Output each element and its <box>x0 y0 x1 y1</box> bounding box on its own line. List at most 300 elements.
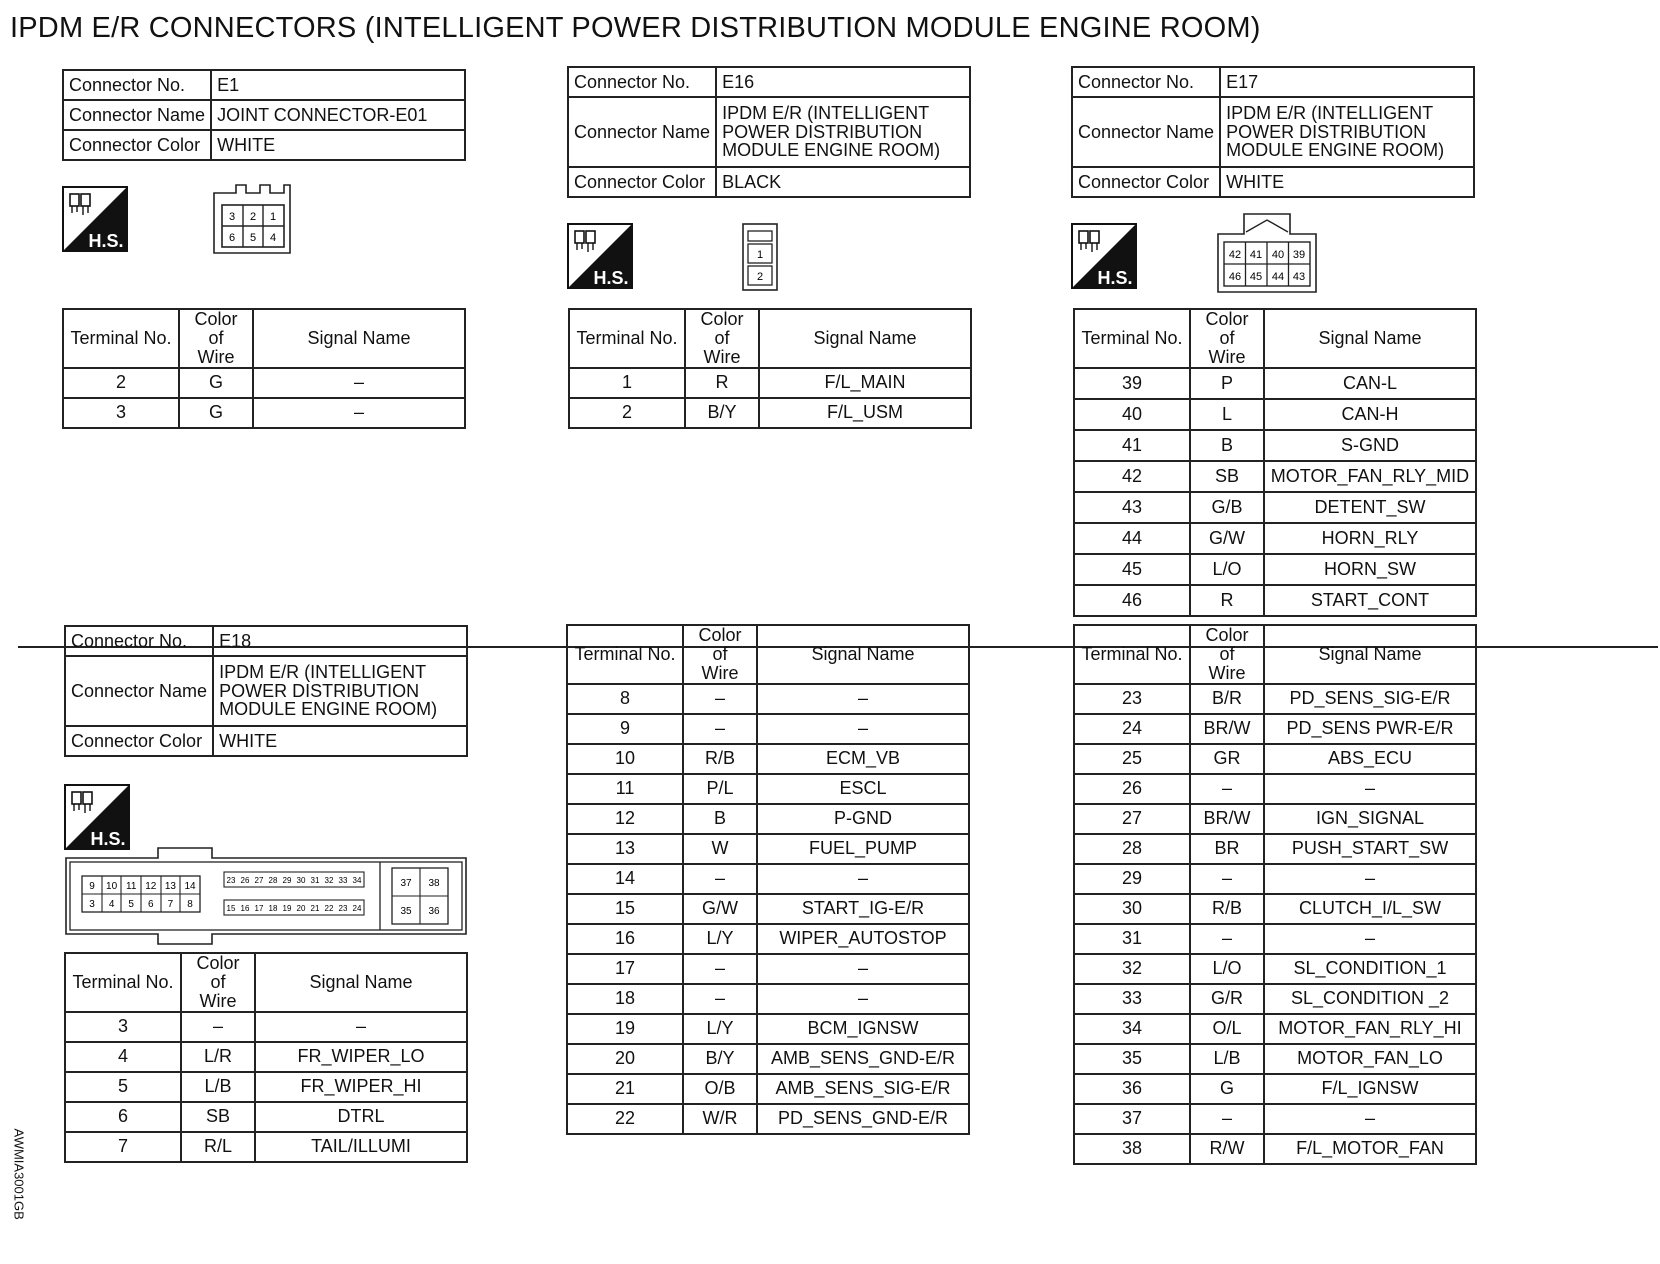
hs-label: H.S. <box>1097 268 1133 288</box>
terminal-no-cell: 37 <box>1074 1104 1190 1134</box>
table-row <box>1074 492 1476 523</box>
e1-terminal-table <box>62 308 466 429</box>
e18-pin: 11 <box>126 881 137 892</box>
hs-label: H.S. <box>88 231 124 251</box>
table-row <box>1074 368 1476 399</box>
terminal-no-cell: 2 <box>63 368 179 398</box>
signal-name-cell: – <box>1264 864 1476 894</box>
wire-color-cell: G <box>179 368 253 398</box>
e18-pin: 12 <box>145 881 157 892</box>
e17-connector-color: WHITE <box>1220 167 1474 197</box>
e18-pin: 31 <box>310 876 320 885</box>
table-row <box>1074 684 1476 714</box>
terminal-no-cell: 20 <box>567 1044 683 1074</box>
signal-name-cell: – <box>757 714 969 744</box>
table-row <box>567 864 969 894</box>
harness-side-icon <box>567 223 633 289</box>
terminal-no-cell: 44 <box>1074 523 1190 554</box>
terminal-no-cell: 42 <box>1074 461 1190 492</box>
e17-terminal-table <box>1073 308 1477 617</box>
wire-color-header: Color of Wire <box>196 953 240 1011</box>
table-row <box>65 1072 467 1102</box>
wire-color-cell: SB <box>1190 461 1264 492</box>
signal-name-header: Signal Name <box>1264 625 1476 684</box>
wire-color-cell: R/B <box>1190 894 1264 924</box>
e18-pin: 14 <box>184 881 196 892</box>
connector-name-label: Connector Name <box>63 100 211 130</box>
table-row <box>1074 864 1476 894</box>
table-row <box>567 894 969 924</box>
e17-pin: 44 <box>1271 271 1285 283</box>
terminal-no-cell: 36 <box>1074 1074 1190 1104</box>
terminal-no-cell: 15 <box>567 894 683 924</box>
e18-pin: 36 <box>428 906 440 917</box>
table-row <box>1074 984 1476 1014</box>
e18-pin: 7 <box>167 899 174 910</box>
signal-name-cell: BCM_IGNSW <box>757 1014 969 1044</box>
signal-name-header: Signal Name <box>255 953 467 1012</box>
wire-color-cell: BR/W <box>1190 714 1264 744</box>
wire-color-cell: G <box>179 398 253 428</box>
terminal-no-cell: 27 <box>1074 804 1190 834</box>
signal-name-cell: MOTOR_FAN_RLY_HI <box>1264 1014 1476 1044</box>
wire-color-cell: W <box>683 834 757 864</box>
signal-name-cell: CAN-L <box>1264 368 1476 399</box>
table-row <box>569 368 971 398</box>
e18-pin: 28 <box>268 876 278 885</box>
signal-name-cell: – <box>1264 774 1476 804</box>
signal-name-cell: – <box>253 398 465 428</box>
table-row <box>567 1074 969 1104</box>
e16-pin: 2 <box>756 271 764 283</box>
e16-connector-name: IPDM E/R (INTELLIGENT POWER DISTRIBUTION MODULE ENGINE ROOM) <box>722 102 941 161</box>
wire-color-header: Color of Wire <box>698 625 742 683</box>
terminal-no-header: Terminal No. <box>569 309 685 368</box>
e17-pin: 41 <box>1249 249 1263 261</box>
signal-name-cell: F/L_MAIN <box>759 368 971 398</box>
e18-connector-color: WHITE <box>213 726 467 756</box>
table-row <box>1074 585 1476 616</box>
signal-name-cell: FUEL_PUMP <box>757 834 969 864</box>
terminal-no-cell: 1 <box>569 368 685 398</box>
table-row <box>1074 554 1476 585</box>
hs-label: H.S. <box>593 268 629 288</box>
wire-color-cell: G/W <box>683 894 757 924</box>
e16-terminal-table <box>568 308 972 429</box>
harness-side-icon <box>62 186 128 252</box>
terminal-no-cell: 40 <box>1074 399 1190 430</box>
e18-pin: 34 <box>352 876 362 885</box>
e18-left-block <box>82 876 200 912</box>
wire-color-cell: W/R <box>683 1104 757 1134</box>
terminal-no-cell: 35 <box>1074 1044 1190 1074</box>
e18-pin: 19 <box>282 904 292 913</box>
table-row <box>567 954 969 984</box>
table-row <box>63 398 465 428</box>
wire-color-cell: G/W <box>1190 523 1264 554</box>
connector-color-label: Connector Color <box>568 167 716 197</box>
signal-name-cell: WIPER_AUTOSTOP <box>757 924 969 954</box>
e17-info-table <box>1071 66 1475 198</box>
signal-name-cell: FR_WIPER_LO <box>255 1042 467 1072</box>
hs-label: H.S. <box>90 829 126 849</box>
terminal-no-header: Terminal No. <box>1074 625 1190 684</box>
signal-name-cell: AMB_SENS_SIG-E/R <box>757 1074 969 1104</box>
signal-name-cell: START_IG-E/R <box>757 894 969 924</box>
e18-pin: 20 <box>296 904 306 913</box>
wire-color-header: Color of Wire <box>700 309 744 367</box>
wire-color-cell: B <box>683 804 757 834</box>
terminal-no-cell: 3 <box>63 398 179 428</box>
wire-color-cell: – <box>683 864 757 894</box>
e1-rows <box>63 368 465 428</box>
table-row <box>1074 954 1476 984</box>
e1-pin: 6 <box>228 232 236 244</box>
table-row <box>63 368 465 398</box>
terminal-no-cell: 4 <box>65 1042 181 1072</box>
wire-color-cell: L/B <box>1190 1044 1264 1074</box>
wire-color-cell: B/R <box>1190 684 1264 714</box>
e16-pin: 1 <box>756 249 764 261</box>
wire-color-cell: – <box>683 984 757 1014</box>
wire-color-cell: B/Y <box>685 398 759 428</box>
terminal-no-cell: 29 <box>1074 864 1190 894</box>
signal-name-cell: ESCL <box>757 774 969 804</box>
signal-name-cell: – <box>253 368 465 398</box>
wire-color-cell: G <box>1190 1074 1264 1104</box>
table-row <box>1074 1044 1476 1074</box>
e17-rows <box>1074 368 1476 616</box>
signal-name-cell: AMB_SENS_GND-E/R <box>757 1044 969 1074</box>
table-row <box>1074 430 1476 461</box>
connector-no-label: Connector No. <box>568 67 716 97</box>
terminal-no-header: Terminal No. <box>65 953 181 1012</box>
table-row <box>1074 834 1476 864</box>
table-row <box>567 684 969 714</box>
e17-pin: 40 <box>1271 249 1285 261</box>
terminal-no-cell: 21 <box>567 1074 683 1104</box>
terminal-no-cell: 23 <box>1074 684 1190 714</box>
connector-color-label: Connector Color <box>63 130 211 160</box>
wire-color-cell: P <box>1190 368 1264 399</box>
signal-name-cell: – <box>1264 924 1476 954</box>
wire-color-cell: BR <box>1190 834 1264 864</box>
e17-pin: 45 <box>1249 271 1263 283</box>
signal-name-cell: DTRL <box>255 1102 467 1132</box>
wire-color-cell: L/O <box>1190 954 1264 984</box>
wire-color-cell: – <box>1190 864 1264 894</box>
terminal-no-cell: 18 <box>567 984 683 1014</box>
e16-connector-no: E16 <box>716 67 970 97</box>
terminal-no-cell: 13 <box>567 834 683 864</box>
terminal-no-cell: 45 <box>1074 554 1190 585</box>
terminal-no-cell: 16 <box>567 924 683 954</box>
signal-name-cell: – <box>757 864 969 894</box>
wire-color-cell: R/L <box>181 1132 255 1162</box>
signal-name-cell: F/L_USM <box>759 398 971 428</box>
e18-pin: 23 <box>338 904 348 913</box>
terminal-no-cell: 30 <box>1074 894 1190 924</box>
e18-pin: 10 <box>106 881 118 892</box>
terminal-no-header: Terminal No. <box>63 309 179 368</box>
terminal-no-cell: 14 <box>567 864 683 894</box>
wire-color-cell: SB <box>181 1102 255 1132</box>
terminal-no-header: Terminal No. <box>1074 309 1190 368</box>
table-row <box>1074 804 1476 834</box>
terminal-no-cell: 34 <box>1074 1014 1190 1044</box>
e18-rows-c <box>1074 684 1476 1164</box>
signal-name-cell: P-GND <box>757 804 969 834</box>
e18-pin: 4 <box>108 899 115 910</box>
e1-connector-no: E1 <box>211 70 465 100</box>
terminal-no-cell: 12 <box>567 804 683 834</box>
e18-pin: 32 <box>324 876 334 885</box>
e18-connector-no: E18 <box>213 626 467 656</box>
table-row <box>567 714 969 744</box>
signal-name-cell: PD_SENS PWR-E/R <box>1264 714 1476 744</box>
e18-info-table <box>64 625 468 757</box>
wire-color-cell: L <box>1190 399 1264 430</box>
e18-pin: 23 <box>226 876 236 885</box>
wire-color-cell: L/B <box>181 1072 255 1102</box>
signal-name-cell: HORN_SW <box>1264 554 1476 585</box>
table-row <box>1074 1134 1476 1164</box>
e18-pin: 21 <box>310 904 320 913</box>
e16-rows <box>569 368 971 428</box>
signal-name-cell: – <box>757 984 969 1014</box>
terminal-no-cell: 43 <box>1074 492 1190 523</box>
e18-pin: 35 <box>400 906 412 917</box>
e17-pin: 39 <box>1292 249 1306 261</box>
e18-pin: 5 <box>128 899 134 910</box>
signal-name-header: Signal Name <box>757 625 969 684</box>
e18-pin: 24 <box>352 904 362 913</box>
e1-pin: 4 <box>269 232 277 244</box>
connector-color-label: Connector Color <box>1072 167 1220 197</box>
table-row <box>1074 1014 1476 1044</box>
table-row <box>1074 461 1476 492</box>
harness-side-icon <box>1071 223 1137 289</box>
wire-color-cell: R/W <box>1190 1134 1264 1164</box>
connector-no-label: Connector No. <box>1072 67 1220 97</box>
e1-connector-face <box>212 183 294 257</box>
e18-pin: 33 <box>338 876 348 885</box>
wire-color-cell: L/Y <box>683 1014 757 1044</box>
e16-connector-color: BLACK <box>716 167 970 197</box>
e18-pin: 27 <box>254 876 264 885</box>
harness-side-icon <box>64 784 130 850</box>
terminal-no-cell: 24 <box>1074 714 1190 744</box>
e17-pin: 43 <box>1292 271 1306 283</box>
e18-pin: 15 <box>226 904 236 913</box>
terminal-no-cell: 32 <box>1074 954 1190 984</box>
wire-color-cell: – <box>1190 924 1264 954</box>
e1-info-table <box>62 69 466 161</box>
e18-rows-a <box>65 1012 467 1162</box>
wire-color-cell: P/L <box>683 774 757 804</box>
wire-color-header: Color of Wire <box>1205 309 1249 367</box>
e18-pin: 13 <box>164 881 176 892</box>
terminal-no-cell: 41 <box>1074 430 1190 461</box>
terminal-no-cell: 2 <box>569 398 685 428</box>
table-row <box>567 1044 969 1074</box>
table-row <box>567 804 969 834</box>
signal-name-cell: ECM_VB <box>757 744 969 774</box>
table-row <box>65 1102 467 1132</box>
table-row <box>1074 523 1476 554</box>
wire-color-header: Color of Wire <box>1205 625 1249 683</box>
e16-connector-face <box>741 222 779 292</box>
terminal-no-cell: 11 <box>567 774 683 804</box>
table-row <box>1074 894 1476 924</box>
table-row <box>1074 774 1476 804</box>
signal-name-header: Signal Name <box>759 309 971 368</box>
table-row <box>567 1014 969 1044</box>
terminal-no-cell: 31 <box>1074 924 1190 954</box>
signal-name-cell: PUSH_START_SW <box>1264 834 1476 864</box>
signal-name-cell: – <box>1264 1104 1476 1134</box>
signal-name-header: Signal Name <box>253 309 465 368</box>
connector-no-label: Connector No. <box>63 70 211 100</box>
table-row <box>1074 1074 1476 1104</box>
wire-color-cell: R <box>1190 585 1264 616</box>
table-row <box>567 774 969 804</box>
terminal-no-cell: 5 <box>65 1072 181 1102</box>
signal-name-cell: PD_SENS_SIG-E/R <box>1264 684 1476 714</box>
signal-name-cell: F/L_MOTOR_FAN <box>1264 1134 1476 1164</box>
terminal-no-cell: 3 <box>65 1012 181 1042</box>
table-row <box>65 1042 467 1072</box>
signal-name-cell: – <box>757 954 969 984</box>
signal-name-cell: PD_SENS_GND-E/R <box>757 1104 969 1134</box>
terminal-no-cell: 8 <box>567 684 683 714</box>
wire-color-cell: – <box>1190 1104 1264 1134</box>
e18-pin: 29 <box>282 876 292 885</box>
e1-pin: 5 <box>249 232 257 244</box>
e18-terminal-table-b <box>566 624 970 1135</box>
table-row <box>569 398 971 428</box>
wire-color-cell: – <box>683 714 757 744</box>
signal-name-cell: TAIL/ILLUMI <box>255 1132 467 1162</box>
e18-terminal-table-c <box>1073 624 1477 1165</box>
signal-name-cell: – <box>757 684 969 714</box>
terminal-no-cell: 38 <box>1074 1134 1190 1164</box>
connector-name-label: Connector Name <box>568 97 716 167</box>
e18-pin: 8 <box>187 899 193 910</box>
e18-terminal-table-a <box>64 952 468 1163</box>
table-row <box>1074 399 1476 430</box>
e17-pin: 46 <box>1228 271 1242 283</box>
table-row <box>567 1104 969 1134</box>
terminal-no-cell: 33 <box>1074 984 1190 1014</box>
wire-color-cell: R/B <box>683 744 757 774</box>
e18-pin: 17 <box>254 904 264 913</box>
e18-pin: 6 <box>148 899 154 910</box>
e18-pin: 9 <box>89 881 95 892</box>
signal-name-cell: ABS_ECU <box>1264 744 1476 774</box>
table-row <box>1074 924 1476 954</box>
signal-name-cell: START_CONT <box>1264 585 1476 616</box>
page-title: IPDM E/R CONNECTORS (INTELLIGENT POWER DISTRIBUTION MODULE ENGINE ROOM) <box>10 12 1261 44</box>
wire-color-cell: – <box>1190 774 1264 804</box>
terminal-no-cell: 26 <box>1074 774 1190 804</box>
e18-pin: 37 <box>400 878 412 889</box>
e18-pin: 30 <box>296 876 306 885</box>
table-row <box>567 984 969 1014</box>
e16-info-table <box>567 66 971 198</box>
e1-pin: 1 <box>269 211 277 223</box>
e18-pin: 18 <box>268 904 278 913</box>
e18-connector-name: IPDM E/R (INTELLIGENT POWER DISTRIBUTION MODULE ENGINE ROOM) <box>219 661 438 720</box>
terminal-no-cell: 9 <box>567 714 683 744</box>
signal-name-header: Signal Name <box>1264 309 1476 368</box>
document-id: AWMIA3001GB <box>11 1128 27 1220</box>
table-row <box>65 1012 467 1042</box>
e1-pin: 3 <box>228 211 236 223</box>
e17-pin: 42 <box>1228 249 1242 261</box>
signal-name-cell: HORN_RLY <box>1264 523 1476 554</box>
e1-connector-name: JOINT CONNECTOR-E01 <box>211 100 465 130</box>
terminal-no-cell: 17 <box>567 954 683 984</box>
e18-pin: 16 <box>240 904 250 913</box>
signal-name-cell: MOTOR_FAN_LO <box>1264 1044 1476 1074</box>
signal-name-cell: S-GND <box>1264 430 1476 461</box>
e18-pin: 3 <box>89 899 95 910</box>
signal-name-cell: CAN-H <box>1264 399 1476 430</box>
signal-name-cell: DETENT_SW <box>1264 492 1476 523</box>
wire-color-cell: – <box>683 684 757 714</box>
terminal-no-cell: 10 <box>567 744 683 774</box>
e18-pin: 22 <box>324 904 334 913</box>
wire-color-cell: L/R <box>181 1042 255 1072</box>
wire-color-cell: O/L <box>1190 1014 1264 1044</box>
wire-color-cell: GR <box>1190 744 1264 774</box>
e18-connector-face <box>64 846 468 948</box>
terminal-no-cell: 6 <box>65 1102 181 1132</box>
table-row <box>1074 714 1476 744</box>
signal-name-cell: IGN_SIGNAL <box>1264 804 1476 834</box>
wire-color-cell: B <box>1190 430 1264 461</box>
wire-color-cell: BR/W <box>1190 804 1264 834</box>
terminal-no-header: Terminal No. <box>567 625 683 684</box>
table-row <box>1074 1104 1476 1134</box>
signal-name-cell: – <box>255 1012 467 1042</box>
e18-pin: 38 <box>428 878 440 889</box>
terminal-no-cell: 22 <box>567 1104 683 1134</box>
signal-name-cell: SL_CONDITION_1 <box>1264 954 1476 984</box>
wire-color-cell: R <box>685 368 759 398</box>
signal-name-cell: CLUTCH_I/L_SW <box>1264 894 1476 924</box>
e17-connector-name: IPDM E/R (INTELLIGENT POWER DISTRIBUTION MODULE ENGINE ROOM) <box>1226 102 1445 161</box>
wire-color-cell: G/B <box>1190 492 1264 523</box>
table-row <box>567 744 969 774</box>
table-row <box>65 1132 467 1162</box>
connector-no-label: Connector No. <box>65 626 213 656</box>
signal-name-cell: MOTOR_FAN_RLY_MID <box>1264 461 1476 492</box>
terminal-no-cell: 28 <box>1074 834 1190 864</box>
wire-color-cell: B/Y <box>683 1044 757 1074</box>
wire-color-cell: L/O <box>1190 554 1264 585</box>
terminal-no-cell: 25 <box>1074 744 1190 774</box>
e1-connector-color: WHITE <box>211 130 465 160</box>
e17-connector-face <box>1216 212 1320 296</box>
wire-color-cell: L/Y <box>683 924 757 954</box>
e18-rows-b <box>567 684 969 1134</box>
terminal-no-cell: 19 <box>567 1014 683 1044</box>
table-row <box>567 924 969 954</box>
e1-pin: 2 <box>249 211 257 223</box>
terminal-no-cell: 39 <box>1074 368 1190 399</box>
